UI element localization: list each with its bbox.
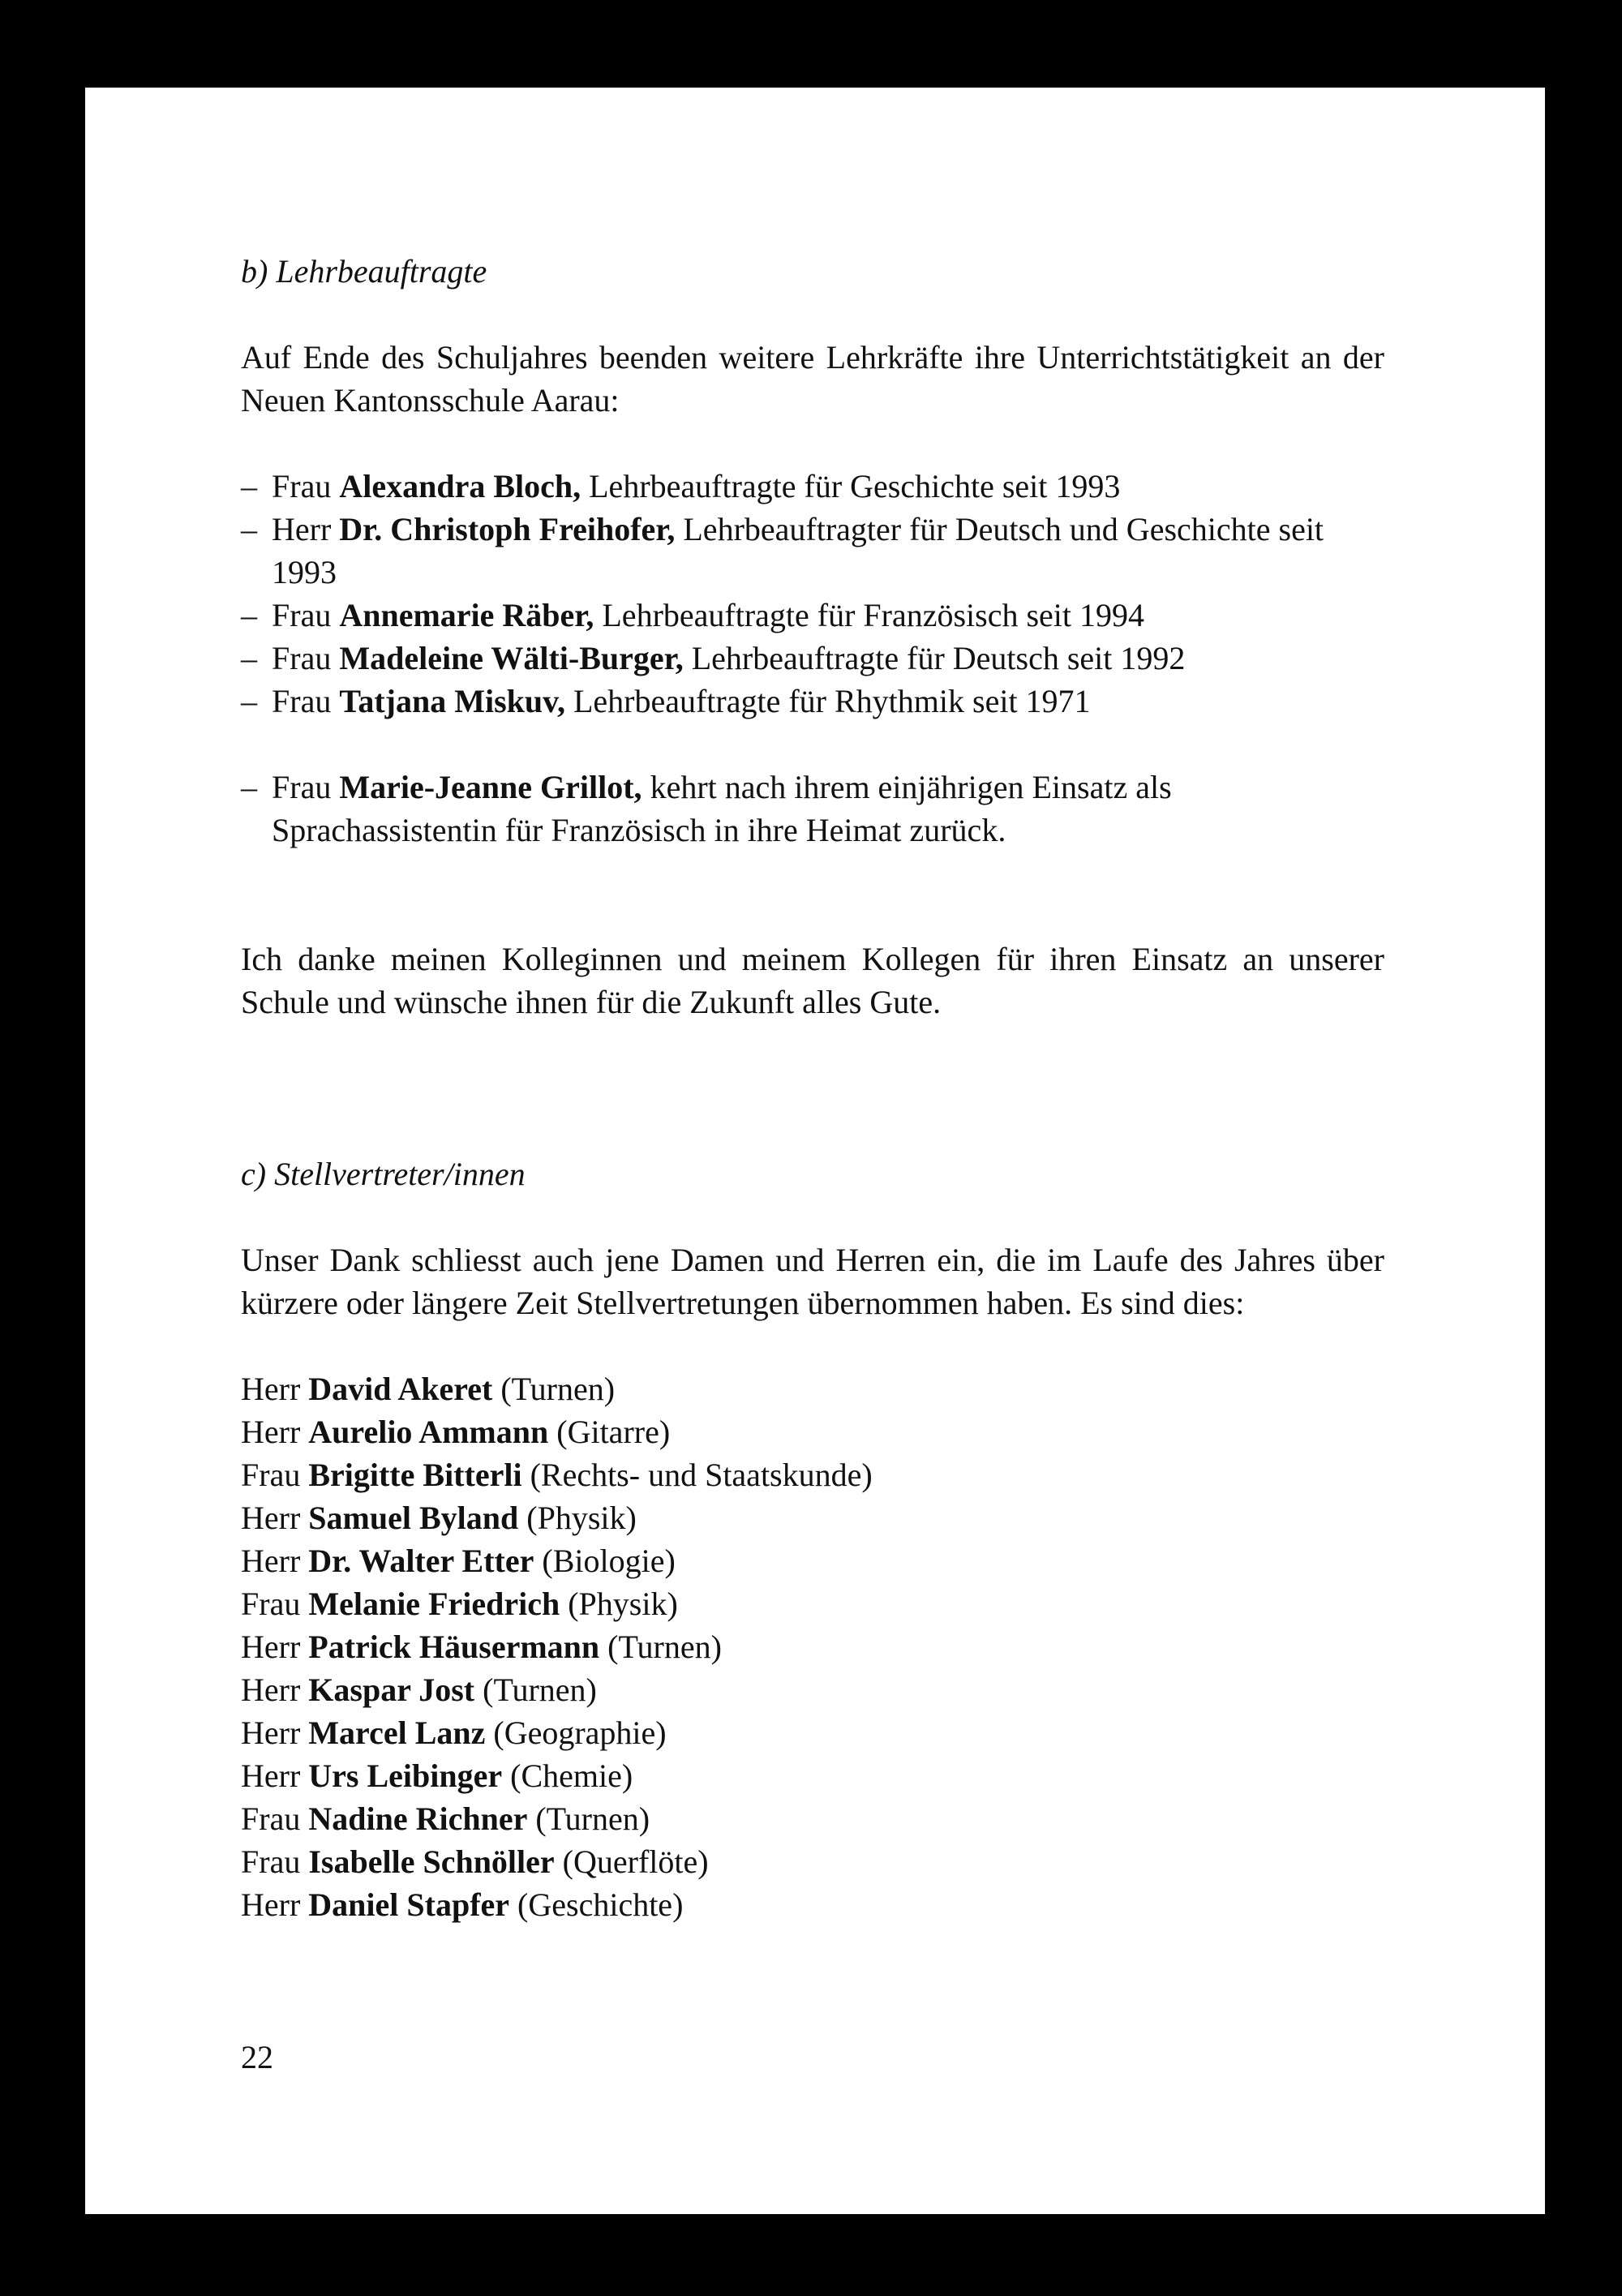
substitute-list (241, 1367, 1384, 1926)
page-content (241, 250, 1384, 1926)
section-b-heading: b) Lehrbeauftragte (241, 253, 487, 290)
list-item: Herr Dr. Walter Etter (Biologie) (241, 1543, 676, 1579)
list-item: Herr Patrick Häusermann (Turnen) (241, 1629, 722, 1665)
list-item: Frau Nadine Richner (Turnen) (241, 1800, 650, 1837)
page-number: 22 (241, 2039, 273, 2075)
list-item: – Frau Madeleine Wälti-Burger, Lehrbeauftragte für Deutsch seit 1992 (241, 640, 1186, 676)
list-item: Herr Marcel Lanz (Geographie) (241, 1714, 667, 1751)
list-item: Frau Melanie Friedrich (Physik) (241, 1586, 678, 1622)
list-item: Herr Aurelio Ammann (Gitarre) (241, 1414, 671, 1450)
list-item: Herr David Akeret (Turnen) (241, 1371, 616, 1407)
thanks-paragraph: Ich danke meinen Kolleginnen und meinem Kollegen für ihren Einsatz an unserer Schule und wünsche ihnen für die Zukunft alles Gute. (241, 941, 1384, 1020)
list-item: – Herr Dr. Christoph Freihofer, Lehrbeauftragter für Deutsch und Geschichte seit 1993 (241, 511, 1324, 590)
section-c-intro: Unser Dank schliesst auch jene Damen und Herren ein, die im Laufe des Jahres über kürzere oder längere Zeit Stellvertretungen übernommen haben. Es sind dies: (241, 1242, 1384, 1321)
list-item: Herr Daniel Stapfer (Geschichte) (241, 1886, 684, 1923)
list-item: – Frau Alexandra Bloch, Lehrbeauftragte für Geschichte seit 1993 (241, 468, 1121, 504)
list-item: Herr Urs Leibinger (Chemie) (241, 1757, 633, 1794)
list-item: Herr Samuel Byland (Physik) (241, 1500, 637, 1536)
lecturer-list (241, 465, 1384, 723)
list-item: Frau Isabelle Schnöller (Querflöte) (241, 1843, 709, 1880)
list-item: – Frau Marie-Jeanne Grillot, kehrt nach ihrem einjährigen Einsatz als Sprachassistentin für Französisch in ihre Heimat zurück. (241, 769, 1172, 848)
list-item: – Frau Annemarie Räber, Lehrbeauftragte für Französisch seit 1994 (241, 597, 1145, 633)
list-item: Frau Brigitte Bitterli (Rechts- und Staatskunde) (241, 1457, 873, 1493)
assistant-list (241, 766, 1384, 852)
list-item: – Frau Tatjana Miskuv, Lehrbeauftragte für Rhythmik seit 1971 (241, 683, 1091, 719)
section-b-intro: Auf Ende des Schuljahres beenden weitere Lehrkräfte ihre Unterrichtstätigkeit an der Neuen Kantonsschule Aarau: (241, 339, 1384, 418)
section-c-heading: c) Stellvertreter/innen (241, 1156, 526, 1192)
list-item: Herr Kaspar Jost (Turnen) (241, 1672, 597, 1708)
document-page (85, 88, 1545, 2214)
